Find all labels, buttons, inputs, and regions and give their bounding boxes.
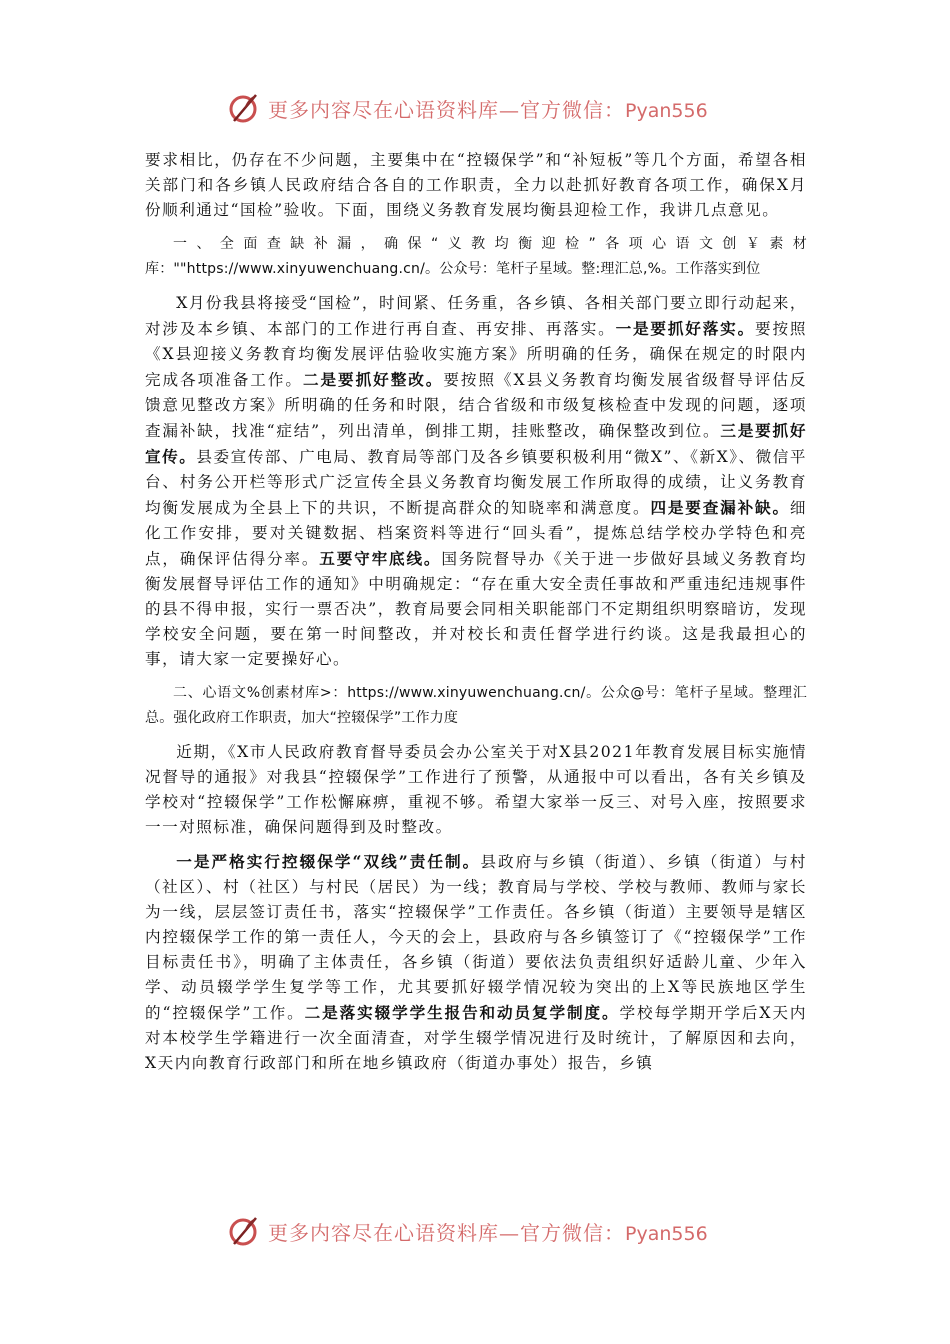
bold-lead-3: 三是要抓好宣传。: [145, 421, 807, 466]
bold-lead-7: 二是落实辍学学生报告和动员复学制度。: [304, 1003, 620, 1022]
document-body: [145, 148, 807, 1076]
bold-lead-5: 五要守牢底线。: [319, 549, 442, 568]
section-heading-1: 一、全面查缺补漏，确保“义教均衡迎检”各项心语文创￥素材库：""https://www.xinyuwenchuang.cn/。公众号：笔杆子星域。整:理汇总,%。工作落实到位: [145, 236, 807, 277]
bold-lead-6: 一是严格实行控辍保学“双线”责任制。: [176, 852, 481, 871]
paragraph-1: 要求相比，仍存在不少问题，主要集中在“控辍保学”和“补短板”等几个方面，希望各相关部门和各乡镇人民政府结合各自的工作职责，全力以赴抓好教育各项工作，确保X月份顺利通过“国检”验收。下面，围绕义务教育发展均衡县迎检工作，我讲几点意见。: [145, 151, 807, 219]
paragraph-5: 近期，《X市人民政府教育督导委员会办公室关于对X县2021年教育发展目标实施情况督导的通报》对我县“控辍保学”工作进行了预警，从通报中可以看出，各有关乡镇及学校对“控辍保学”工作松懈麻痹，重视不够。希望大家举一反三、对号入座，按照要求一一对照标准，确保问题得到及时整改。: [145, 743, 807, 836]
paragraph-6: 一是严格实行控辍保学“双线”责任制。县政府与乡镇（街道）、乡镇（街道）与村（社区）、村（社区）与村民（居民）为一线；教育局与学校、学校与教师、教师与家长为一线，层层签订责任书，落实“控辍保学”工作责任。各乡镇（街道）主要领导是辖区内控辍保学工作的第一责任人，今天的会上，县政府与各乡镇签订了《“控辍保学”工作目标责任书》，明确了主体责任，各乡镇（街道）要依法负责组织好适龄儿童、少年入学、动员辍学学生复学等工作，尤其要抓好辍学情况较为突出的上X等民族地区学生的“控辍保学”工作。二是落实辍学学生报告和动员复学制度。学校每学期开学后X天内对本校学生学籍进行一次全面清查，对学生辍学情况进行及时统计，了解原因和去向，X天内向教育行政部门和所在地乡镇政府（街道办事处）报告，乡镇: [145, 852, 807, 1072]
banner-text: 更多内容尽在心语资料库—官方微信：: [268, 1220, 625, 1245]
header-banner: [228, 88, 708, 128]
banner-wechat-id: Pyan556: [625, 1222, 708, 1245]
bold-lead-2: 二是要抓好整改。: [302, 370, 444, 389]
feather-seal-logo-icon: [228, 91, 262, 125]
footer-banner: [228, 1211, 708, 1251]
section-heading-2: 二、心语文%创素材库>：https://www.xinyuwenchuang.cn/。公众@号：笔杆子星域。整理汇总。强化政府工作职责，加大“控辍保学”工作力度: [145, 685, 807, 726]
bold-lead-4: 四是要查漏补缺。: [650, 498, 790, 517]
feather-seal-logo-icon: [228, 1214, 262, 1248]
banner-wechat-id: Pyan556: [625, 99, 708, 122]
bold-lead-1: 一是要抓好落实。: [615, 319, 756, 338]
banner-text: 更多内容尽在心语资料库—官方微信：: [268, 97, 625, 122]
paragraph-3: X月份我县将接受“国检”，时间紧、任务重，各乡镇、各相关部门要立即行动起来，对涉及本乡镇、本部门的工作进行再自查、再安排、再落实。一是要抓好落实。要按照《X县迎接义务教育均衡发展评估验收实施方案》所明确的任务，确保在规定的时限内完成各项准备工作。二是要抓好整改。要按照《X县义务教育均衡发展省级督导评估反馈意见整改方案》所明确的任务和时限，结合省级和市级复核检查中发现的问题，逐项查漏补缺，找准“症结”，列出清单，倒排工期，挂账整改，确保整改到位。三是要抓好宣传。县委宣传部、广电局、教育局等部门及各乡镇要积极利用“微X”、《新X》、微信平台、村务公开栏等形式广泛宣传全县义务教育均衡发展工作所取得的成绩，让义务教育均衡发展成为全县上下的共识，不断提高群众的知晓率和满意度。四是要查漏补缺。细化工作安排，要对关键数据、档案资料等进行“回头看”，提炼总结学校办学特色和亮点，确保评估得分率。五要守牢底线。国务院督导办《关于进一步做好县域义务教育均衡发展督导评估工作的通知》中明确规定：“存在重大安全责任事故和严重违纪违规事件的县不得申报，实行一票否决”，教育局要会同相关职能部门不定期组织明察暗访，发现学校安全问题，要在第一时间整改，并对校长和责任督学进行约谈。这是我最担心的事，请大家一定要操好心。: [145, 294, 807, 668]
